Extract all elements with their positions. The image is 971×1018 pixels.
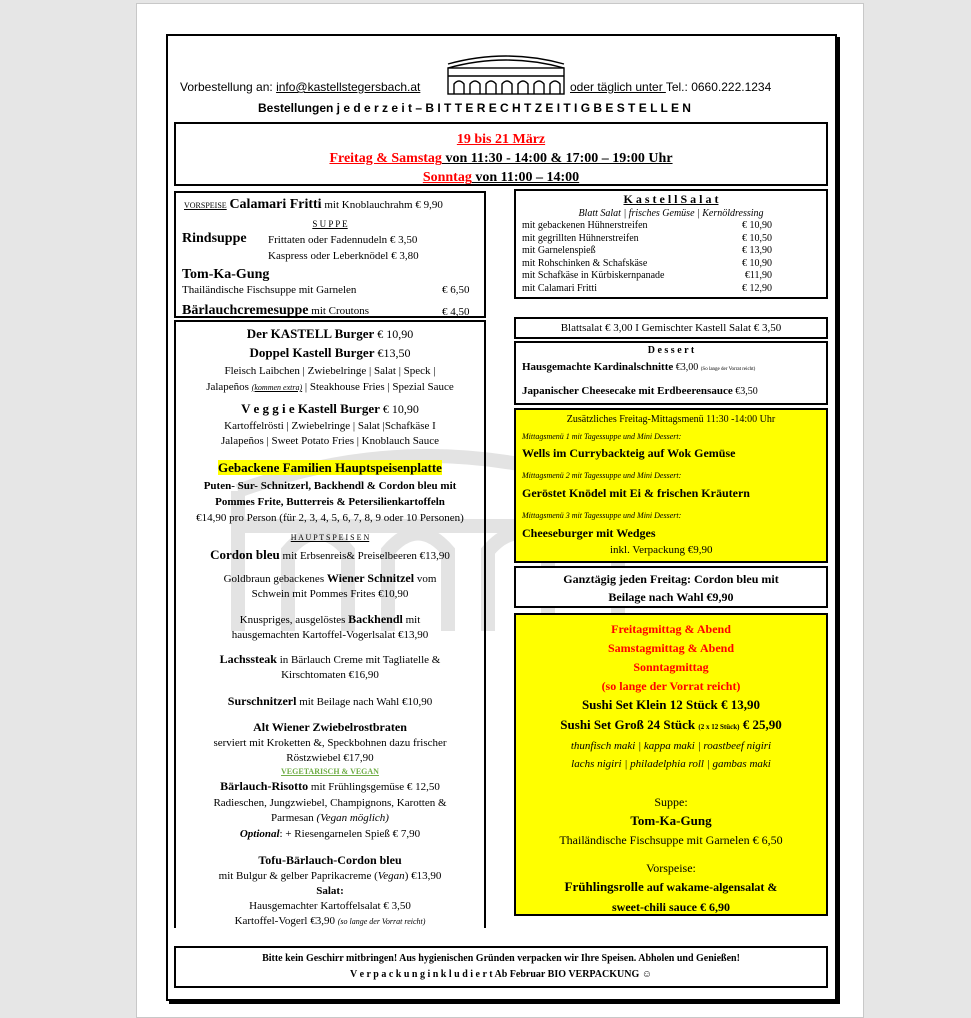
burger-price: € 10,90 [374,327,414,341]
veggie-line2: Jalapeños | Sweet Potato Fries | Knoblauch Sauce [221,435,439,447]
fri-sat-time: von 11:30 - 14:00 & 17:00 – 19:00 Uhr [441,151,673,166]
calamari-name: Calamari Fritti [229,197,322,212]
salat-label: Salat: [316,885,344,897]
menu-2-label: Mittagsmenü 2 mit Tagessuppe und Mini Dessert: [522,471,682,480]
salat-item [522,258,772,271]
header-middle: oder täglich unter [570,80,666,94]
calamari-desc: mit Knoblauchrahm € 9,90 [321,199,443,211]
header-prefix: Vorbestellung an: [180,80,277,94]
dessert-2-name: Japanischer Cheesecake mit Erdbeerensauce [522,385,733,397]
date-range: 19 bis 21 März [456,132,546,147]
sushi-suppe-label: Suppe: [654,795,688,809]
tofu-name: Tofu-Bärlauch-Cordon bleu [258,853,402,867]
dessert-1-name: Hausgemachte Kardinalschnitte [522,361,674,373]
rind-line2: Kaspress oder Leberknödel € 3,80 [268,250,419,262]
veggie-price: € 10,90 [379,402,419,416]
footer-line2b: Ab Februar BIO VERPACKUNG ☺ [492,969,652,980]
optional-rest: : + Riesengarnelen Spieß € 7,90 [279,828,421,840]
salat-item-name: mit gegrillten Hühnerstreifen [522,232,639,244]
header-phone-line [570,80,771,94]
familien-title: Gebackene Familien Hauptspeisenplatte [218,460,442,475]
burger-line2b: (kommen extra) [251,383,303,392]
salat-item-name: mit gebackenen Hühnerstreifen [522,220,648,231]
sushi-line2: Samstagmittag & Abend [607,641,734,655]
salat-item [522,283,772,296]
dessert-2-price: €3,50 [732,386,758,397]
phone-number[interactable]: 0660.222.1234 [691,80,772,94]
friday-menu-title: Zusätzliches Freitag-Mittagsmenü 11:30 -14:00 Uhr [566,414,776,425]
sushi-suppe-name: Tom-Ka-Gung [630,813,712,828]
footer-line1: Bitte kein Geschirr mitbringen! Aus hygienischen Gründen verpacken wir Ihre Speisen. Abholen und Genießen! [262,953,740,964]
sushi-line1: Freitagmittag & Abend [611,622,731,636]
ganztaegig-line1: Ganztägig jeden Freitag: Cordon bleu mit [563,572,779,586]
wiener-pre: Goldbraun gebackenes [223,573,327,585]
menu-frame [166,34,837,1001]
friday-menu-box [514,408,828,563]
back-post: mit [402,614,421,626]
sushi-klein: Sushi Set Klein 12 Stück € 13,90 [581,697,761,712]
salat-title: K a s t e l l S a l a t [623,192,719,206]
ganztaegig-line2: Beilage nach Wahl €9,90 [608,590,734,604]
dessert-1-note: (So lange der Vorrat reicht) [700,367,756,372]
tom-price: € 6,50 [442,284,470,296]
salat-item-price: € 13,90 [742,245,772,257]
salat-item [522,233,772,246]
rind-name: Rindsuppe [182,231,247,246]
baer-price: € 4,50 [442,306,470,318]
sushi-vor-label: Vorspeise: [646,861,696,875]
back-pre: Knuspriges, ausgelöstes [239,614,349,626]
zwiebel-line2: Röstzwiebel €17,90 [286,752,374,764]
dessert-title: D e s s e r t [647,345,695,356]
lachs-line2: Kirschtomaten €16,90 [281,669,379,681]
risotto-name: Bärlauch-Risotto [220,779,309,793]
doppel-name: Doppel Kastell Burger [249,345,375,360]
menu-1-name: Wells im Currybackteig auf Wok Gemüse [522,446,736,460]
email-link[interactable]: info@kastellstegersbach.at [276,80,421,94]
salat-subtitle: Blatt Salat | frisches Gemüse | Kernöldressing [578,208,764,219]
soups-box [174,191,486,318]
salat-line2b: (so lange der Vorrat reicht) [337,917,426,926]
lachs-desc: in Bärlauch Creme mit Tagliatelle & [276,654,441,666]
menu-3-name: Cheeseburger mit Wedges [522,526,656,540]
sur-name: Surschnitzerl [227,694,297,708]
veggie-name: V e g g i e Kastell Burger [241,401,380,416]
salat-extra-box [514,317,828,339]
suppe-label: S U P P E [312,219,348,229]
sushi-desc1: thunfisch maki | kappa maki | roastbeef nigiri [570,740,772,752]
wiener-post: vom [414,573,437,585]
tofu-line1c: ) €13,90 [404,870,442,882]
salat-item-price: € 10,50 [742,232,772,244]
baer-name: Bärlauchcremesuppe [182,303,309,318]
tofu-line1b: Vegan [377,870,405,882]
cordon-name: Cordon bleu [210,547,280,562]
sun-label: Sonntag [422,170,472,185]
salat-item-name: mit Calamari Fritti [522,282,597,294]
doppel-price: €13,50 [374,346,411,360]
zwiebel-line1: serviert mit Kroketten &, Speckbohnen dazu frischer [213,737,447,749]
sushi-desc2: lachs nigiri | philadelphia roll | gambas maki [571,758,771,770]
dates-box [174,122,828,186]
back-line2: hausgemachten Kartoffel-Vogerlsalat €13,90 [231,629,429,641]
sushi-vor-line2: sweet-chili sauce € 6,90 [612,900,730,914]
menu-1-label: Mittagsmenü 1 mit Tagessuppe und Mini Dessert: [522,432,682,441]
salat-box [514,189,828,299]
salat-extra: Blattsalat € 3,00 I Gemischter Kastell Salat € 3,50 [560,322,782,334]
risotto-line3b: (Vegan möglich) [316,812,389,824]
salat-item-price: €11,90 [744,270,772,282]
menu-3-price: inkl. Verpackung €9,90 [610,544,713,556]
sur-desc: mit Beilage nach Wahl €10,90 [296,696,433,708]
order-notice: Bestellungen j e d e r z e i t – B I T T E R E C H T Z E I T I G B E S T E L L E N [258,101,691,115]
wiener-line2: Schwein mit Pommes Frites €10,90 [251,588,409,600]
salat-item-price: € 12,90 [742,282,772,294]
sushi-box [514,613,828,916]
familien-line1: Puten- Sur- Schnitzerl, Backhendl & Cordon bleu mit [203,480,457,492]
sushi-vor-name: Frühlingsrolle [564,879,644,894]
veggie-line1: Kartoffelrösti | Zwiebelringe | Salat |Schafkäse I [224,420,436,432]
optional-label: Optional [239,828,280,840]
salat-line2a: Kartoffel-Vogerl €3,90 [234,915,338,927]
burger-line1: Fleisch Laibchen | Zwiebelringe | Salat | Speck | [224,365,436,377]
sushi-gross: Sushi Set Groß 24 Stück [560,717,699,732]
sun-time: von 11:00 – 14:00 [471,170,580,185]
salat-list [522,220,772,296]
zwiebel-name: Alt Wiener Zwiebelrostbraten [253,720,407,734]
wiener-name: Wiener Schnitzel [326,571,415,585]
cordon-desc: mit Erbsenreis& Preiselbeeren €13,90 [279,550,450,562]
tom-name: Tom-Ka-Gung [182,267,270,282]
tel-label: Tel.: [665,80,692,94]
salat-item [522,245,772,258]
sushi-line4: (so lange der Vorrat reicht) [601,679,741,693]
burger-line2a: Jalapeños [206,381,252,393]
lachs-name: Lachssteak [219,652,277,666]
haupt-label: H A U P T S P E I S E N [290,533,370,542]
dessert-box [514,341,828,405]
burger-line2c: | Steakhouse Fries | Spezial Sauce [302,381,454,393]
risotto-line3a: Parmesan [271,812,317,824]
header-contact-line [180,80,420,94]
salat-item-name: mit Schafkäse in Kürbiskernpanade [522,270,665,282]
salat-item-price: € 10,90 [742,220,772,231]
salat-line1: Hausgemachter Kartoffelsalat € 3,50 [249,900,411,912]
sushi-gross-price: € 25,90 [739,717,782,732]
tofu-line1a: mit Bulgur & gelber Paprikacreme ( [218,870,378,882]
baer-desc: mit Croutons [308,305,370,317]
main-menu-column [174,320,486,928]
salat-item-name: mit Garnelenspieß [522,245,596,257]
footer-box [174,946,828,988]
rind-line1: Frittaten oder Fadennudeln € 3,50 [268,234,418,246]
sushi-line3: Sonntagmittag [633,660,709,674]
footer-line2a: V e r p a c k u n g i n k l u d i e r t [350,969,493,980]
risotto-line2: Radieschen, Jungzwiebel, Champignons, Karotten & [213,797,447,809]
familien-line3: €14,90 pro Person (für 2, 3, 4, 5, 6, 7, 8, 9 oder 10 Personen) [196,512,464,524]
sushi-gross-note: (2 x 12 Stück) [698,723,740,731]
sushi-vor-desc: auf wakame-algensalat & [643,880,778,894]
dessert-1-price: €3,00 [673,362,701,373]
fri-sat-label: Freitag & Samstag [329,151,442,166]
ganztaegig-box [514,566,828,608]
menu-3-label: Mittagsmenü 3 mit Tagessuppe und Mini Dessert: [522,511,682,520]
risotto-desc: mit Frühlingsgemüse € 12,50 [308,781,440,793]
salat-item-name: mit Rohschinken & Schafskäse [522,257,648,269]
menu-2-name: Geröstet Knödel mit Ei & frischen Kräutern [522,486,750,500]
back-name: Backhendl [348,612,403,626]
familien-line2: Pommes Frite, Butterreis & Petersilienkartoffeln [215,496,445,508]
castle-logo-icon [444,50,568,96]
sushi-suppe-desc: Thailändische Fischsuppe mit Garnelen € 6,50 [559,833,783,847]
tom-desc: Thailändische Fischsuppe mit Garnelen [182,284,357,296]
vorspeise-label: VORSPEISE [184,201,227,210]
burger-name: Der KASTELL Burger [246,326,375,341]
salat-item-price: € 10,90 [742,257,772,269]
salat-item [522,270,772,283]
veg-label: VEGETARISCH & VEGAN [281,767,379,776]
salat-item [522,220,772,233]
